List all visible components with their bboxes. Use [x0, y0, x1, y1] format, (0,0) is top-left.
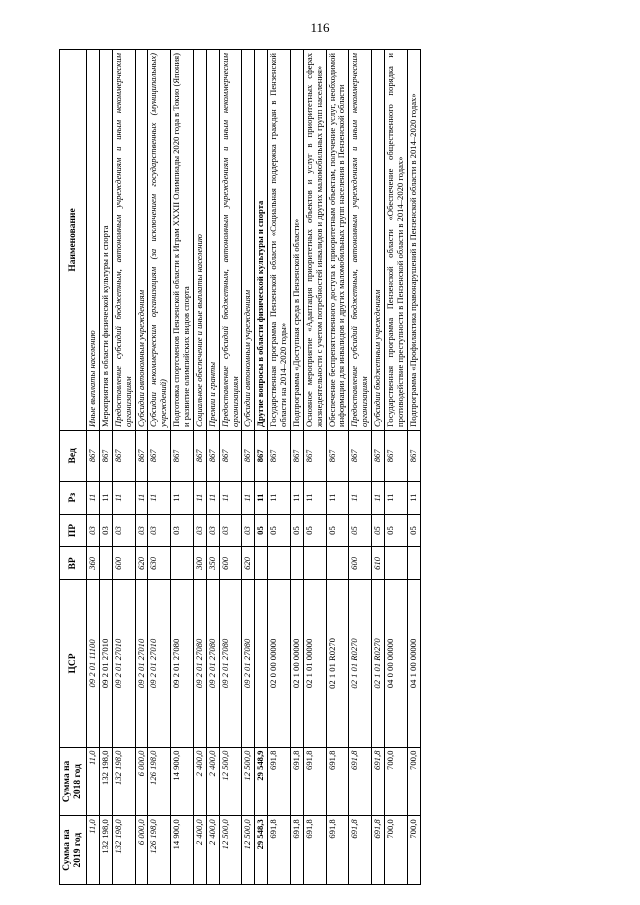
cell-vr [326, 547, 349, 580]
cell-sum2018: 132 198,0 [99, 747, 112, 816]
cell-csr [255, 580, 268, 747]
cell-vr [268, 547, 291, 580]
cell-sum2018: 12 500,0 [219, 747, 242, 816]
cell-csr: 09 2 01 27080 [206, 580, 219, 747]
cell-rz: 11 [255, 481, 268, 514]
cell-sum2019: 700,0 [407, 816, 420, 885]
cell-ved: 867 [255, 430, 268, 481]
cell-rz: 11 [349, 481, 372, 514]
cell-ved: 867 [290, 430, 303, 481]
cell-sum2019: 2 400,0 [193, 816, 206, 885]
cell-vr: 600 [349, 547, 372, 580]
cell-csr: 02 1 00 00000 [290, 580, 303, 747]
cell-ved: 867 [219, 430, 242, 481]
table-row [135, 50, 148, 885]
cell-csr: 02 1 01 R0270 [349, 580, 372, 747]
cell-sum2019: 14 900,0 [171, 816, 194, 885]
cell-pr: 05 [384, 514, 407, 547]
cell-pr: 05 [303, 514, 326, 547]
cell-sum2019: 126 198,0 [148, 816, 171, 885]
cell-csr: 04 0 00 00000 [384, 580, 407, 747]
cell-sum2019: 700,0 [384, 816, 407, 885]
cell-name: Субсидии бюджетным учреждениям [372, 50, 385, 431]
cell-sum2019: 691,8 [303, 816, 326, 885]
header-pr: ПР [60, 514, 87, 547]
cell-vr [384, 547, 407, 580]
cell-pr: 03 [242, 514, 255, 547]
cell-pr: 05 [372, 514, 385, 547]
cell-ved: 867 [135, 430, 148, 481]
cell-pr: 03 [112, 514, 135, 547]
header-ved: Вед [60, 430, 87, 481]
cell-pr: 05 [407, 514, 420, 547]
cell-ved: 867 [326, 430, 349, 481]
cell-name: Социальное обеспечение и иные выплаты населению [193, 50, 206, 431]
table-row [303, 50, 326, 885]
header-rz: Рз [60, 481, 87, 514]
header-sum2019: Сумма на 2019 год [60, 816, 87, 885]
cell-ved: 867 [171, 430, 194, 481]
table-row [349, 50, 372, 885]
cell-sum2018: 6 000,0 [135, 747, 148, 816]
cell-pr: 05 [290, 514, 303, 547]
cell-sum2019: 6 000,0 [135, 816, 148, 885]
cell-pr: 03 [219, 514, 242, 547]
table-row [326, 50, 349, 885]
cell-name: Предоставление субсидий бюджетным, автономным учреждениям и иным некоммерческим организациям [112, 50, 135, 431]
cell-vr: 300 [193, 547, 206, 580]
cell-rz: 11 [87, 481, 100, 514]
cell-rz: 11 [148, 481, 171, 514]
cell-sum2019: 691,8 [326, 816, 349, 885]
cell-rz: 11 [384, 481, 407, 514]
header-csr: ЦСР [60, 580, 87, 747]
cell-ved: 867 [303, 430, 326, 481]
cell-sum2019: 691,8 [372, 816, 385, 885]
cell-rz: 11 [219, 481, 242, 514]
cell-name: Основное мероприятие «Адаптация приоритетных объектов и услуг в приоритетных сферах жизнедеятельности с учетом потребностей инвалидов и других маломобильных групп населения» [303, 50, 326, 431]
cell-vr: 360 [87, 547, 100, 580]
cell-sum2018: 691,8 [349, 747, 372, 816]
cell-csr: 09 2 01 27080 [171, 580, 194, 747]
cell-ved: 867 [148, 430, 171, 481]
cell-csr: 04 1 00 00000 [407, 580, 420, 747]
cell-rz: 11 [99, 481, 112, 514]
cell-vr: 620 [135, 547, 148, 580]
cell-vr [303, 547, 326, 580]
cell-rz: 11 [407, 481, 420, 514]
cell-rz: 11 [303, 481, 326, 514]
cell-pr: 03 [87, 514, 100, 547]
cell-sum2018: 12 500,0 [242, 747, 255, 816]
cell-csr: 09 2 01 27010 [112, 580, 135, 747]
cell-sum2018: 691,8 [268, 747, 291, 816]
cell-name: Предоставление субсидий бюджетным, автономным учреждениям и иным некоммерческим организациям [219, 50, 242, 431]
table-header-row [60, 50, 87, 885]
table-row [372, 50, 385, 885]
cell-vr: 600 [219, 547, 242, 580]
cell-csr: 02 1 01 R0270 [326, 580, 349, 747]
cell-pr: 03 [99, 514, 112, 547]
cell-sum2019: 132 198,0 [112, 816, 135, 885]
cell-sum2019: 11,0 [87, 816, 100, 885]
cell-rz: 11 [242, 481, 255, 514]
cell-ved: 867 [112, 430, 135, 481]
cell-sum2018: 29 548,9 [255, 747, 268, 816]
cell-ved: 867 [268, 430, 291, 481]
cell-rz: 11 [372, 481, 385, 514]
header-name: Наименование [60, 50, 87, 431]
cell-pr: 03 [193, 514, 206, 547]
cell-csr: 02 1 01 R0270 [372, 580, 385, 747]
cell-pr: 03 [206, 514, 219, 547]
cell-sum2019: 2 400,0 [206, 816, 219, 885]
cell-ved: 867 [349, 430, 372, 481]
cell-pr: 05 [349, 514, 372, 547]
cell-sum2019: 691,8 [268, 816, 291, 885]
cell-sum2018: 126 198,0 [148, 747, 171, 816]
cell-rz: 11 [206, 481, 219, 514]
table-row [148, 50, 171, 885]
table-row [255, 50, 268, 885]
cell-rz: 11 [135, 481, 148, 514]
cell-csr: 09 2 01 27010 [148, 580, 171, 747]
cell-vr: 600 [112, 547, 135, 580]
cell-pr: 05 [268, 514, 291, 547]
header-vr: ВР [60, 547, 87, 580]
cell-csr: 02 1 01 00000 [303, 580, 326, 747]
cell-name: Государственная программа Пензенской области «Социальная поддержка граждан в Пензенской области на 2014–2020 годы» [268, 50, 291, 431]
cell-rz: 11 [326, 481, 349, 514]
cell-rz: 11 [112, 481, 135, 514]
cell-name: Подготовка спортсменов Пензенской области к Играм XXXII Олимпиады 2020 года в Токио (Япония) и развитие олимпийских видов спорта [171, 50, 194, 431]
table-row [290, 50, 303, 885]
cell-name: Субсидии автономным учреждениям [135, 50, 148, 431]
table-row [384, 50, 407, 885]
cell-name: Другие вопросы в области физической культуры и спорта [255, 50, 268, 431]
cell-ved: 867 [206, 430, 219, 481]
cell-csr: 09 2 01 11100 [87, 580, 100, 747]
cell-rz: 11 [268, 481, 291, 514]
cell-sum2018: 14 900,0 [171, 747, 194, 816]
header-sum2018: Сумма на 2018 год [60, 747, 87, 816]
cell-ved: 867 [372, 430, 385, 481]
cell-csr: 09 2 01 27080 [219, 580, 242, 747]
cell-vr [255, 547, 268, 580]
table-row [87, 50, 100, 885]
table-row [219, 50, 242, 885]
page-number: 116 [310, 20, 330, 35]
cell-sum2018: 691,8 [303, 747, 326, 816]
cell-rz: 11 [171, 481, 194, 514]
cell-vr: 610 [372, 547, 385, 580]
cell-rz: 11 [193, 481, 206, 514]
cell-sum2018: 132 198,0 [112, 747, 135, 816]
cell-sum2018: 11,0 [87, 747, 100, 816]
cell-rz: 11 [290, 481, 303, 514]
cell-pr: 05 [326, 514, 349, 547]
table-row [112, 50, 135, 885]
table-row [206, 50, 219, 885]
cell-name: Мероприятия в области физической культуры и спорта [99, 50, 112, 431]
cell-name: Подпрограмма «Профилактика правонарушений в Пензенской области в 2014–2020 годах» [407, 50, 420, 431]
cell-name: Иные выплаты населению [87, 50, 100, 431]
cell-csr: 02 0 00 00000 [268, 580, 291, 747]
cell-sum2019: 12 500,0 [242, 816, 255, 885]
cell-sum2019: 12 500,0 [219, 816, 242, 885]
cell-name: Обеспечение беспрепятственного доступа к приоритетным объектам, получение услуг, необходимой информации для инвалидов и других маломобильных групп населения в Пензенской области [326, 50, 349, 431]
cell-pr: 03 [171, 514, 194, 547]
cell-sum2018: 2 400,0 [193, 747, 206, 816]
cell-vr [171, 547, 194, 580]
cell-name: Подпрограмма «Доступная среда в Пензенской области» [290, 50, 303, 431]
cell-ved: 867 [193, 430, 206, 481]
cell-csr: 09 2 01 27080 [242, 580, 255, 747]
cell-vr: 630 [148, 547, 171, 580]
cell-vr [407, 547, 420, 580]
cell-name: Предоставление субсидий бюджетным, автономным учреждениям и иным некоммерческим организациям [349, 50, 372, 431]
cell-name: Государственная программа Пензенской области «Обеспечение общественного порядка и противодействие преступности в Пензенской области в 2014–2020 годах» [384, 50, 407, 431]
cell-ved: 867 [242, 430, 255, 481]
cell-name: Премии и гранты [206, 50, 219, 431]
cell-sum2018: 691,8 [372, 747, 385, 816]
cell-name: Субсидии автономным учреждениям [242, 50, 255, 431]
cell-ved: 867 [384, 430, 407, 481]
cell-sum2019: 691,8 [349, 816, 372, 885]
cell-sum2018: 700,0 [384, 747, 407, 816]
cell-sum2018: 700,0 [407, 747, 420, 816]
table-row [171, 50, 194, 885]
cell-sum2018: 2 400,0 [206, 747, 219, 816]
cell-pr: 03 [135, 514, 148, 547]
cell-pr: 05 [255, 514, 268, 547]
cell-vr [290, 547, 303, 580]
table-row [268, 50, 291, 885]
table-row [407, 50, 420, 885]
cell-sum2018: 691,8 [326, 747, 349, 816]
table-row [242, 50, 255, 885]
cell-vr: 350 [206, 547, 219, 580]
cell-sum2019: 132 198,0 [99, 816, 112, 885]
budget-table [59, 49, 421, 885]
cell-vr [99, 547, 112, 580]
cell-pr: 03 [148, 514, 171, 547]
cell-sum2019: 691,8 [290, 816, 303, 885]
table-row [193, 50, 206, 885]
budget-table-rotated [59, 49, 584, 885]
table-body [87, 50, 421, 885]
cell-csr: 09 2 01 27010 [135, 580, 148, 747]
cell-ved: 867 [87, 430, 100, 481]
table-row [99, 50, 112, 885]
cell-sum2018: 691,8 [290, 747, 303, 816]
cell-name: Субсидии некоммерческим организациям (за исключением государственных (муниципальных) учреждений) [148, 50, 171, 431]
cell-csr: 09 2 01 27080 [193, 580, 206, 747]
cell-vr: 620 [242, 547, 255, 580]
cell-sum2019: 29 548,3 [255, 816, 268, 885]
cell-ved: 867 [407, 430, 420, 481]
cell-csr: 09 2 01 27010 [99, 580, 112, 747]
cell-ved: 867 [99, 430, 112, 481]
